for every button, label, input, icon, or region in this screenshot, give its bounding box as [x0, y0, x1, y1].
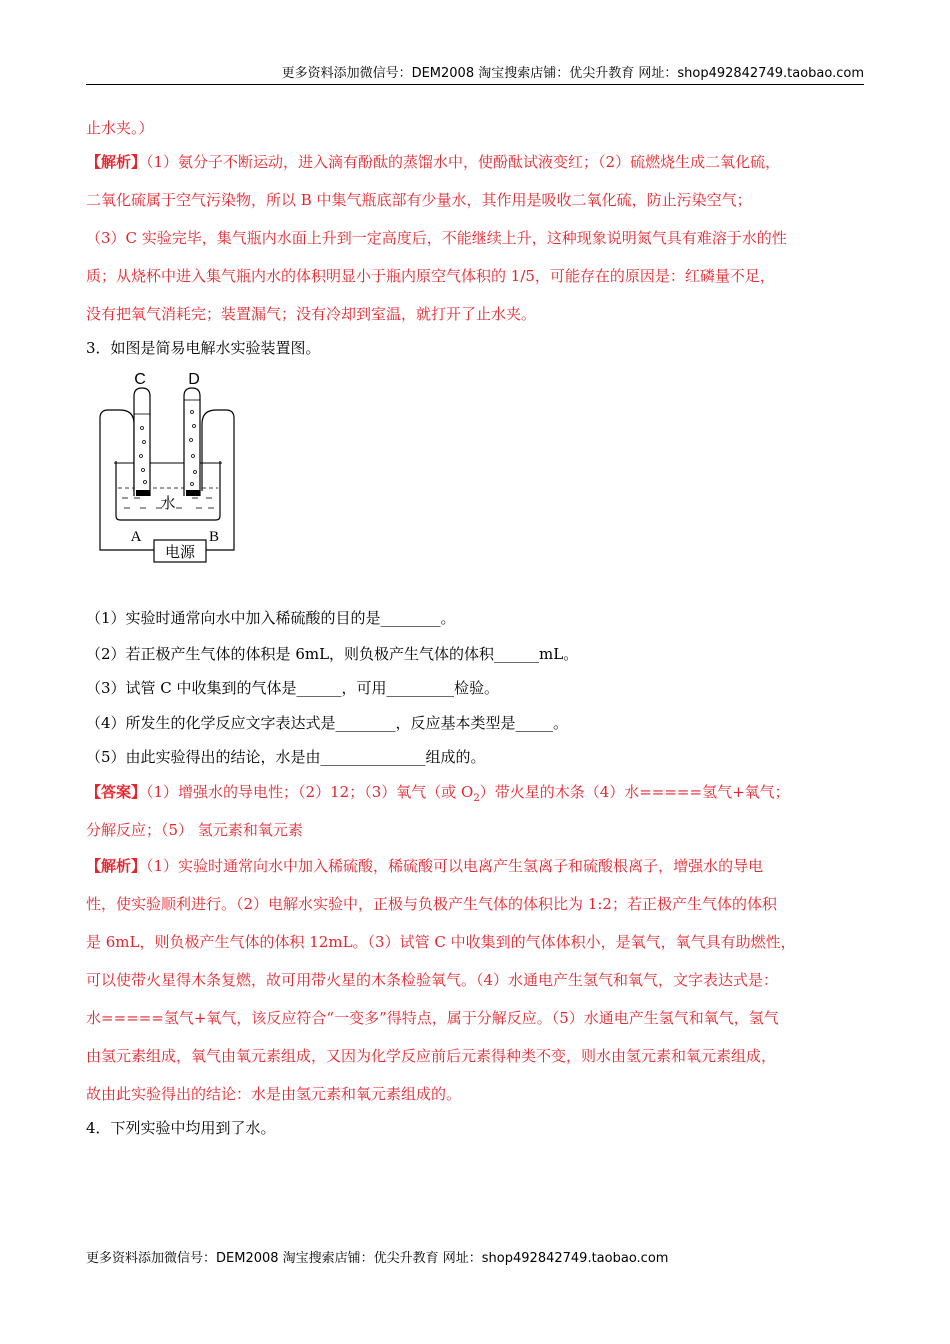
q3-answer-line-2: 分解反应；（5） 氢元素和氧元素: [86, 821, 303, 839]
q2-analysis-line-3: （3）C 实验完毕，集气瓶内水面上升到一定高度后，不能继续上升，这种现象说明氮气具有难溶于水的性: [86, 229, 787, 247]
answer-tag: 【答案】: [86, 783, 147, 801]
q2-analysis-line-1: 【解析】（1）氨分子不断运动，进入滴有酚酞的蒸馏水中，使酚酞试液变红；（2）硫燃烧生成二氧化硫，: [86, 153, 781, 171]
q3-question-5: （5）由此实验得出的结论，水是由______________组成的。: [86, 748, 486, 766]
q3-question-2: （2）若正极产生气体的体积是 6mL，则负极产生气体的体积______mL。: [86, 645, 579, 663]
q3-analysis-line-4: 可以使带火星得木条复燃，故可用带火星的木条检验氧气。（4）水通电产生氢气和氧气，文字表达式是：: [86, 971, 779, 989]
q3-question-1: （1）实验时通常向水中加入稀硫酸的目的是________。: [86, 609, 456, 627]
page-footer: 更多资料添加微信号：DEM2008 淘宝搜索店铺：优尖升教育 网址：shop492842749.taobao.com: [86, 1251, 669, 1266]
label-water: 水: [160, 494, 176, 512]
q3-question-3: （3）试管 C 中收集到的气体是______，可用_________检验。: [86, 679, 500, 697]
q3-question-4: （4）所发生的化学反应文字表达式是________，反应基本类型是_____。: [86, 714, 569, 732]
electrode-b: [186, 490, 200, 496]
label-a: A: [130, 529, 142, 545]
q2-tail-line: 止水夹。）: [86, 119, 154, 137]
label-d: D: [188, 371, 200, 388]
electrode-a: [136, 490, 150, 496]
page-header: 更多资料添加微信号：DEM2008 淘宝搜索店铺：优尖升教育 网址：shop492842749.taobao.com: [281, 66, 864, 81]
q2-analysis-line-4: 质；从烧杯中进入集气瓶内水的体积明显小于瓶内原空气体积的 1/5，可能存在的原因是：红磷量不足，: [86, 267, 775, 285]
q4-title: 4．下列实验中均用到了水。: [86, 1119, 276, 1137]
electrolysis-apparatus-figure: [96, 366, 242, 566]
q3-analysis-line-5: 水=====氢气+氧气，该反应符合“一变多”得特点，属于分解反应。（5）水通电产生氢气和氧气，氢气: [86, 1009, 779, 1027]
q2-analysis-line-2: 二氧化硫属于空气污染物，所以 B 中集气瓶底部有少量水，其作用是吸收二氧化硫，防止污染空气；: [86, 191, 752, 209]
q3-answer-line-1: 【答案】（1）增强水的导电性；（2）12；（3）氧气（或 $O_2$）带火星的木条（4）水=====氢气+氧气；: [86, 783, 790, 804]
header-divider: [86, 84, 864, 85]
q3-title: 3．如图是简易电解水实验装置图。: [86, 339, 321, 357]
q3-analysis-line-6: 由氢元素组成，氧气由氧元素组成，又因为化学反应前后元素得种类不变，则水由氢元素和氧元素组成，: [86, 1047, 777, 1065]
q3-analysis-line-7: 故由此实验得出的结论：水是由氢元素和氧元素组成的。: [86, 1085, 462, 1103]
label-b: B: [208, 529, 220, 545]
test-tube-d: [184, 388, 200, 496]
test-tube-c: [134, 388, 150, 496]
q3-analysis-line-2: 性，使实验顺利进行。（2）电解水实验中，正极与负极产生气体的体积比为 1:2；若正极产生气体的体积: [86, 895, 777, 913]
label-c: C: [134, 371, 146, 388]
analysis-tag: 【解析】: [86, 153, 147, 171]
q3-analysis-line-3: 是 6mL，则负极产生气体的体积 12mL。（3）试管 C 中收集到的气体体积小，是氧气，氧气具有助燃性，: [86, 933, 796, 951]
analysis-tag: 【解析】: [86, 857, 147, 875]
q3-analysis-line-1: 【解析】（1）实验时通常向水中加入稀硫酸，稀硫酸可以电离产生氢离子和硫酸根离子，增强水的导电: [86, 857, 764, 875]
q2-analysis-line-5: 没有把氧气消耗完；装置漏气；没有冷却到室温，就打开了止水夹。: [86, 305, 537, 323]
label-power: 电源: [164, 543, 196, 561]
